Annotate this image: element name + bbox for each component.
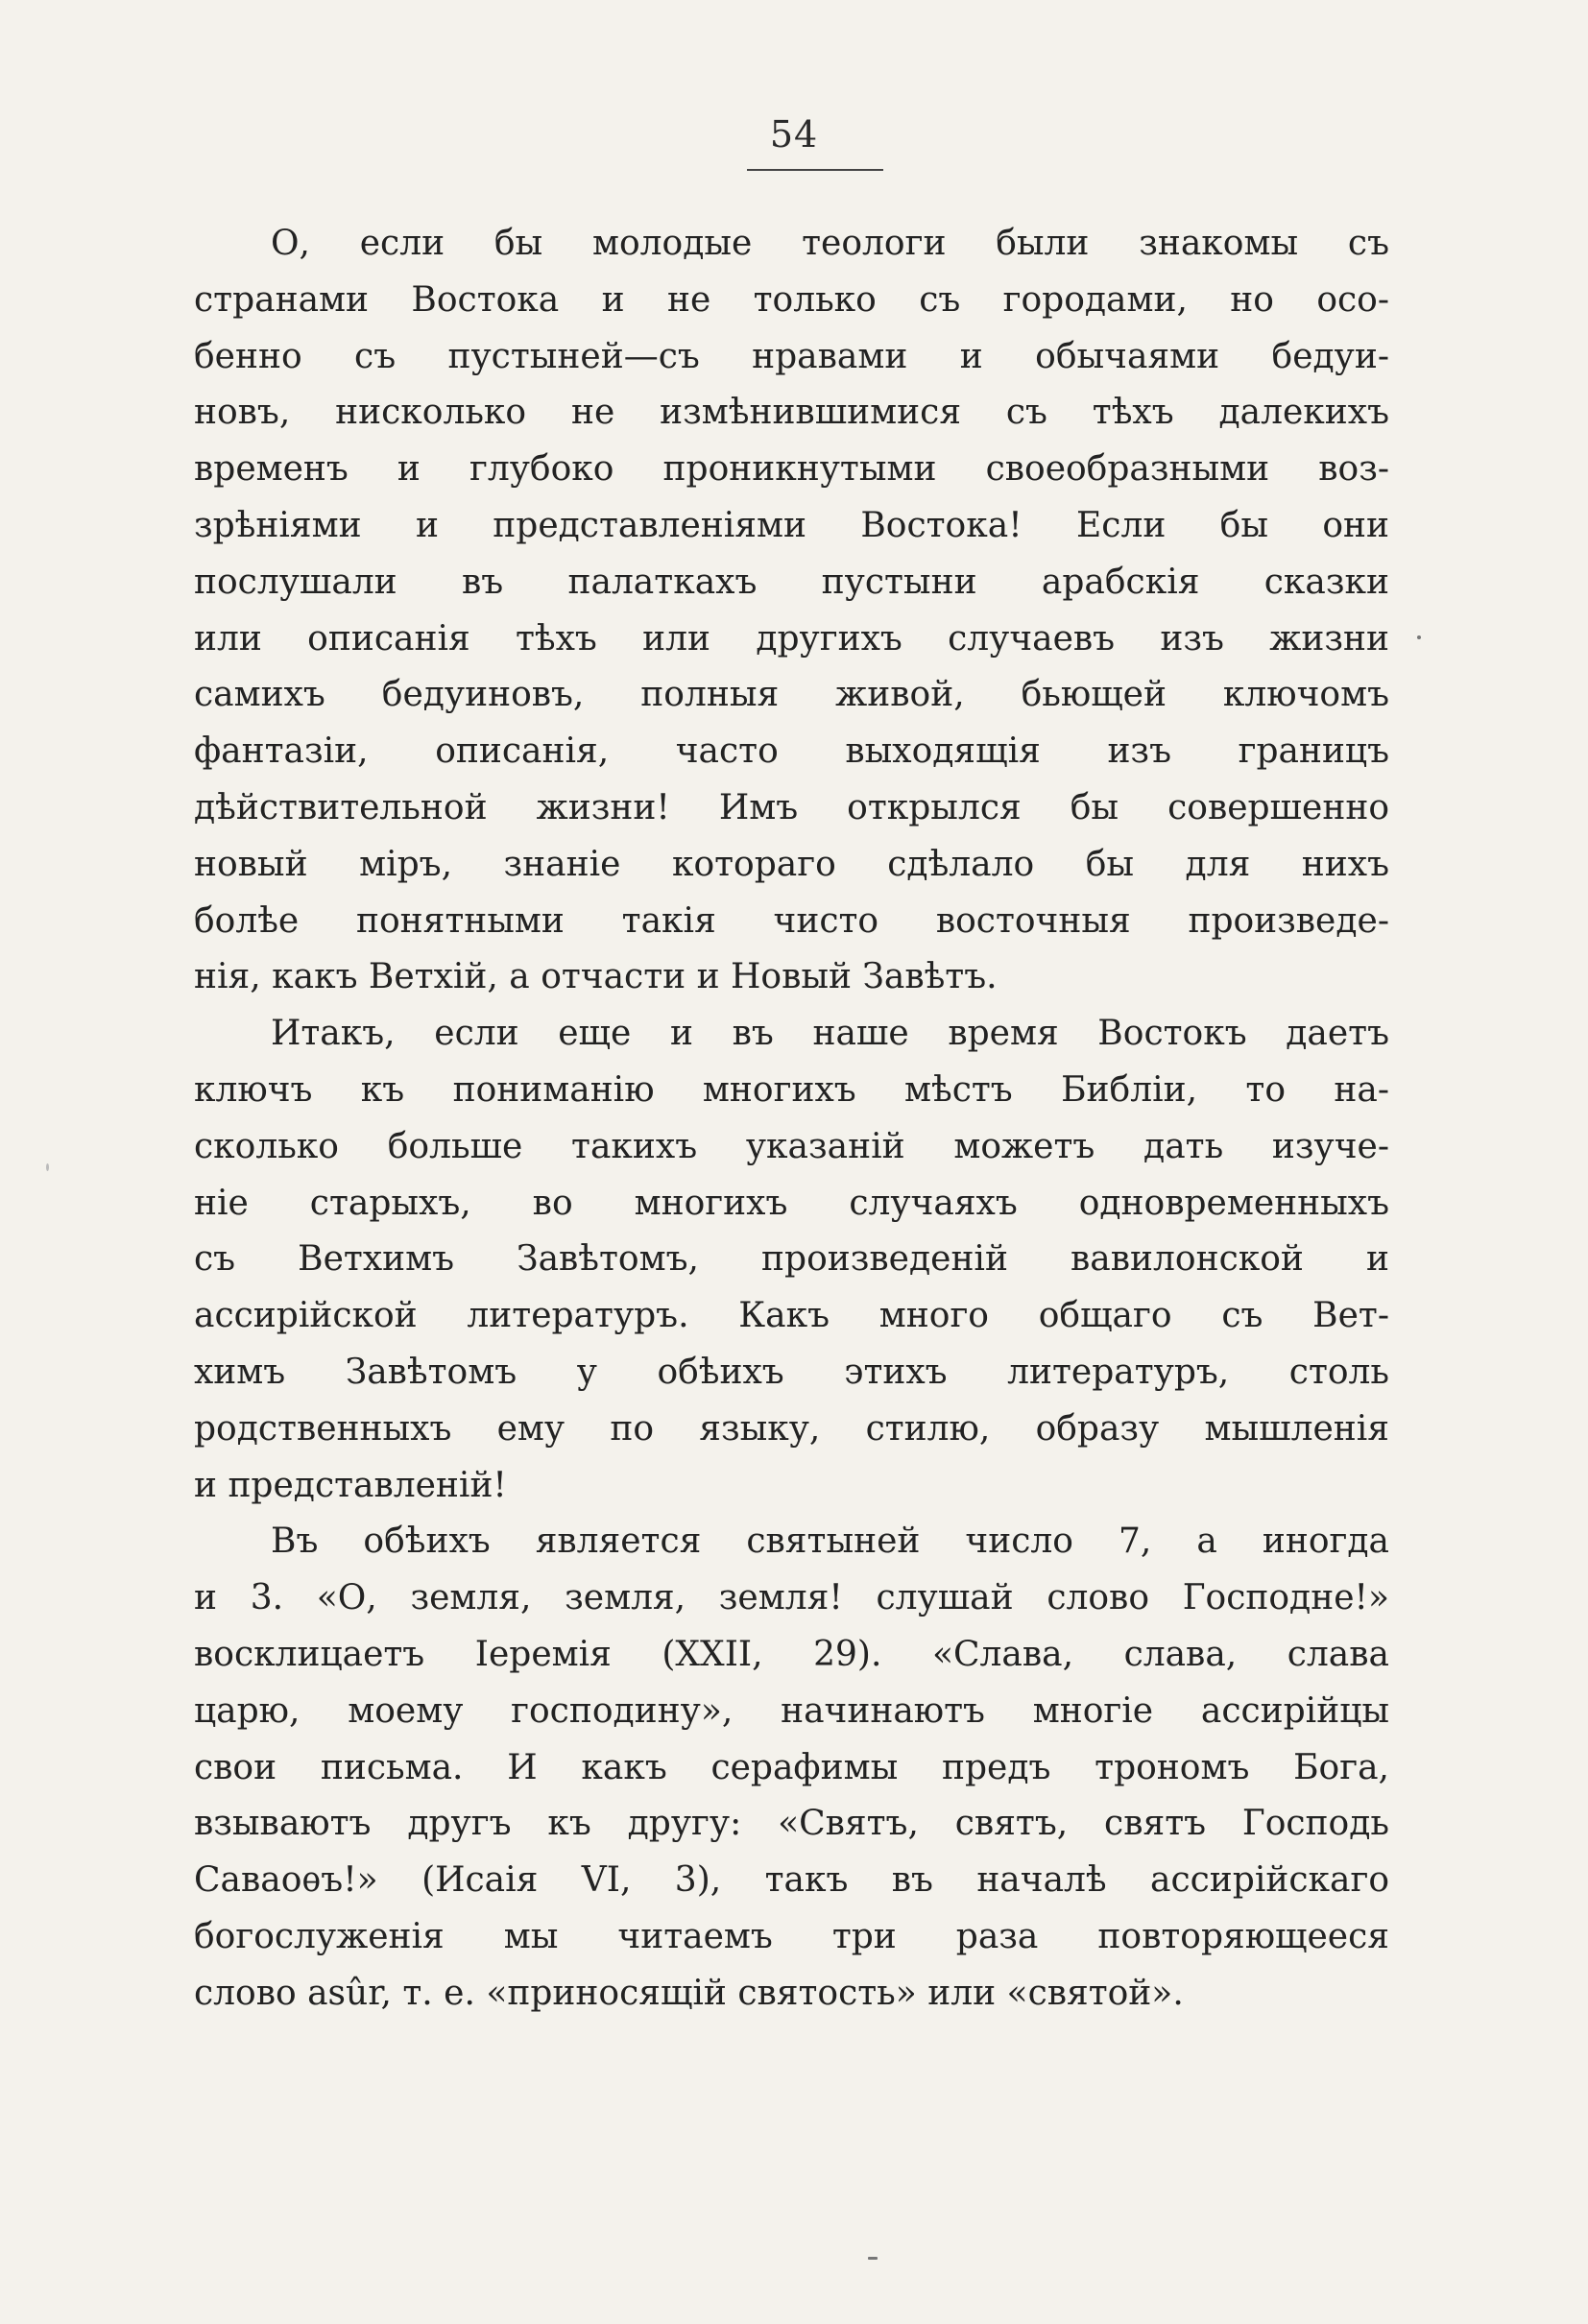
text-line: О, если бы молодые теологи были знакомы съ [271,224,1389,263]
text-line: самихъ бедуиновъ, полныя живой, бьющей ключомъ [194,675,1389,715]
text-line: болѣе понятными такія чисто восточныя произведе- [194,900,1389,941]
text-line: царю, моему господину», начинаютъ многіе ассирійцы [194,1690,1389,1731]
paper-speck [868,2257,878,2260]
text-line: и представленій! [194,1465,507,1505]
text-line: бенно съ пустыней—съ нравами и обычаями бедуи- [194,336,1389,376]
text-line: сколько больше такихъ указаній можетъ дать изуче- [194,1126,1389,1166]
text-line: послушали въ палаткахъ пустыни арабскія сказки [194,562,1389,602]
paper-speck [1417,635,1421,639]
text-line: химъ Завѣтомъ у обѣихъ этихъ литературъ, столь [194,1352,1389,1392]
text-line: ключъ къ пониманію многихъ мѣстъ Библіи, то на- [194,1069,1389,1110]
text-line: Итакъ, если еще и въ наше время Востокъ даетъ [271,1014,1389,1054]
text-line: свои письма. И какъ серафимы предъ трономъ Бога, [194,1747,1389,1787]
text-line: Въ обѣихъ является святыней число 7, а иногда [271,1521,1389,1562]
text-line: зрѣніями и представленіями Востока! Если бы они [194,505,1389,545]
text-line: богослуженія мы читаемъ три раза повторяющееся [194,1916,1389,1956]
text-line: восклицаетъ Іеремія (XXII, 29). «Слава, слава, слава [194,1634,1389,1674]
text-line: или описанія тѣхъ или другихъ случаевъ изъ жизни [194,618,1389,659]
page-number: 54 [769,113,819,156]
paper-speck [46,1163,49,1171]
body-text [194,216,1389,2023]
text-line: слово asûr, т. е. «приносящій святость» или «святой». [194,1973,1184,2013]
text-line: временъ и глубоко проникнутыми своеобразными воз- [194,449,1389,490]
text-line: странами Востока и не только съ городами, но осо- [194,279,1389,320]
text-line: ніе старыхъ, во многихъ случаяхъ одновременныхъ [194,1183,1389,1223]
text-line: новый міръ, знаніе котораго сдѣлало бы для нихъ [194,844,1389,884]
text-line: нія, какъ Ветхій, а отчасти и Новый Завѣтъ. [194,957,998,997]
text-line: взываютъ другъ къ другу: «Святъ, святъ, святъ Господь [194,1804,1389,1844]
text-line: съ Ветхимъ Завѣтомъ, произведеній вавилонской и [194,1239,1389,1280]
text-line: новъ, нисколько не измѣнившимися съ тѣхъ далекихъ [194,393,1389,433]
text-line: Саваоѳъ!» (Исаія VI, 3), такъ въ началѣ ассирійскаго [194,1860,1389,1901]
text-line: родственныхъ ему по языку, стилю, образу мышленія [194,1408,1389,1449]
text-line: дѣйствительной жизни! Имъ открылся бы совершенно [194,787,1389,827]
header-rule [747,169,883,171]
text-line: и 3. «О, земля, земля, земля! слушай слово Господне!» [194,1578,1389,1618]
text-line: фантазіи, описанія, часто выходящія изъ границъ [194,731,1389,772]
text-line: ассирійской литературъ. Какъ много общаго съ Вет- [194,1296,1389,1336]
